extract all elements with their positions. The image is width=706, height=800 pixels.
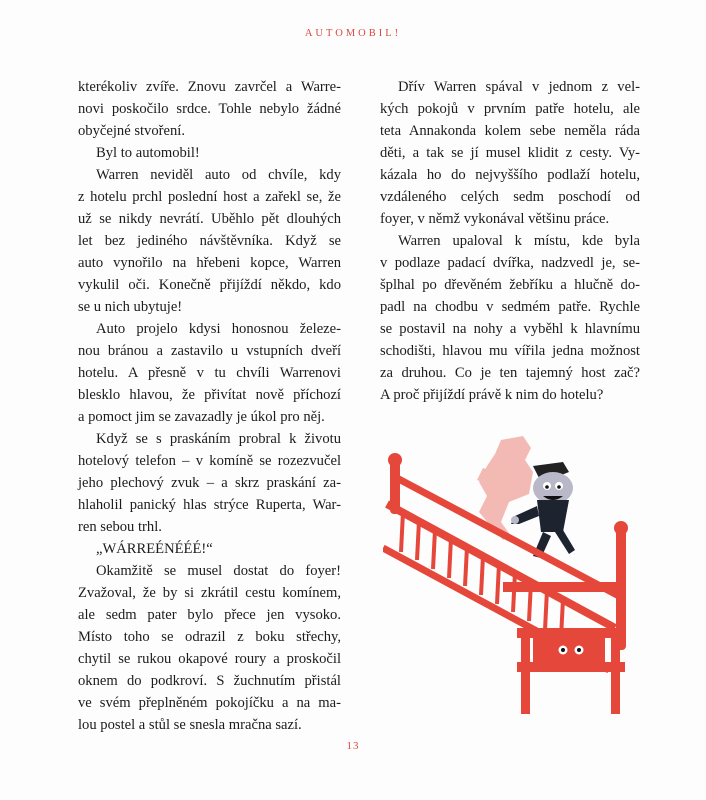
text-line: oknem do podkroví. S žuchnutím přistál bbox=[78, 673, 341, 689]
text-line: chytil se rukou okapové roury a proskočil bbox=[78, 651, 341, 667]
text-line: Warren upaloval k místu, kde byla bbox=[398, 233, 640, 249]
text-line: Byl to automobil! bbox=[96, 145, 200, 161]
paragraph bbox=[78, 164, 341, 318]
text-line: šplhal po dřevěném žebříku a hlučně do- bbox=[380, 277, 640, 293]
text-line: kých pokojů v prvním patře hotelu, ale bbox=[380, 101, 640, 117]
text-line: Warren neviděl auto od chvíle, kdy bbox=[96, 167, 341, 183]
text-line: Auto projelo kdysi honosnou železe- bbox=[96, 321, 341, 337]
left-text-column bbox=[78, 76, 341, 736]
text-line: kterékoliv zvíře. Znovu zavrčel a Warre- bbox=[78, 79, 341, 95]
text-line: vykulil oči. Konečně přijíždí někdo, kdo bbox=[78, 277, 341, 293]
text-line: za druhou. Co je ten tajemný host zač? bbox=[380, 365, 640, 381]
text-line: děti, a tak se jí musel klidit z cesty. Vy- bbox=[380, 145, 640, 161]
paragraph bbox=[78, 142, 341, 164]
right-text-column bbox=[380, 76, 640, 406]
text-line: auto vynořilo na hřebeni kopce, Warren bbox=[78, 255, 341, 271]
text-line: nou bránou a zastavilo u vstupních dveří bbox=[78, 343, 341, 359]
paragraph bbox=[78, 428, 341, 538]
text-line: a pomoct jim se zavazadly je úkol pro něj. bbox=[78, 409, 325, 425]
text-line: hlaholil panický hlas strýce Ruperta, War- bbox=[78, 497, 341, 513]
staircase-illustration bbox=[383, 432, 635, 721]
text-line: ale sedm pater bylo přece jen vysoko. bbox=[78, 607, 341, 623]
page-number: 13 bbox=[346, 740, 360, 752]
text-line: v podlaze padací dvířka, nadzvedl je, se- bbox=[380, 255, 640, 271]
text-line: jeho plechový zvuk – a skrz praskání za- bbox=[78, 475, 341, 491]
paragraph bbox=[78, 538, 341, 560]
text-line: Místo toho se odrazil z boku střechy, bbox=[78, 629, 341, 645]
text-line: z hotelu prchl poslední host a zařekl se, že bbox=[78, 189, 341, 205]
text-line: lou postel a stůl se snesla mračna sazí. bbox=[78, 717, 302, 733]
text-line: schodišti, hlavou mu vířila jedna možnost bbox=[380, 343, 640, 359]
text-line: kázala ho do nejvyššího podlaží hotelu, bbox=[380, 167, 640, 183]
running-head: AUTOMOBIL! bbox=[304, 28, 402, 39]
paragraph bbox=[78, 560, 341, 736]
paragraph bbox=[380, 230, 640, 406]
text-line: A proč přijíždí právě k nim do hotelu? bbox=[380, 387, 604, 403]
text-line: teta Annakonda kolem sebe neměla ráda bbox=[380, 123, 640, 139]
paragraph bbox=[78, 318, 341, 428]
text-line: se u nich ubytuje! bbox=[78, 299, 183, 315]
text-line: Dřív Warren spával v jednom z vel- bbox=[398, 79, 640, 95]
text-line: vzdáleného celých sedm poschodí od bbox=[380, 189, 640, 205]
paragraph bbox=[380, 76, 640, 230]
text-line: padl na chodbu v sedmém patře. Rychle bbox=[380, 299, 640, 315]
text-line: Zvažoval, že by si zkrátil cestu komínem, bbox=[78, 585, 341, 601]
text-line: blesklo hlavou, že přivítat nově příchozí bbox=[78, 387, 341, 403]
text-line: ve svém přeplněném pokojíčku a na ma- bbox=[78, 695, 341, 711]
text-line: se postavil na nohy a vyběhl k hlavnímu bbox=[380, 321, 640, 337]
text-line: Okamžitě se musel dostat do foyer! bbox=[96, 563, 341, 579]
text-line: ren sebou trhl. bbox=[78, 519, 162, 535]
text-line: už se nikdy nevrátí. Uběhlo pět dlouhých bbox=[78, 211, 341, 227]
text-line: let bez jediného návštěvníka. Když se bbox=[78, 233, 341, 249]
text-line: foyer, v němž vykonával většinu práce. bbox=[380, 211, 610, 227]
text-line: obyčejné stvoření. bbox=[78, 123, 185, 139]
staircase-with-boy-illustration-icon bbox=[383, 432, 635, 716]
text-line: hotelu. A přesně v tu chvíli Warrenovi bbox=[78, 365, 341, 381]
text-line: novi poskočilo srdce. Tohle nebylo žádné bbox=[78, 101, 341, 117]
text-line: Když se s praskáním probral k životu bbox=[96, 431, 341, 447]
text-line: „WÁRREÉNÉÉÉ!“ bbox=[96, 541, 213, 557]
paragraph bbox=[78, 76, 341, 142]
text-line: hotelový telefon – v komíně se rozezvučel bbox=[78, 453, 341, 469]
